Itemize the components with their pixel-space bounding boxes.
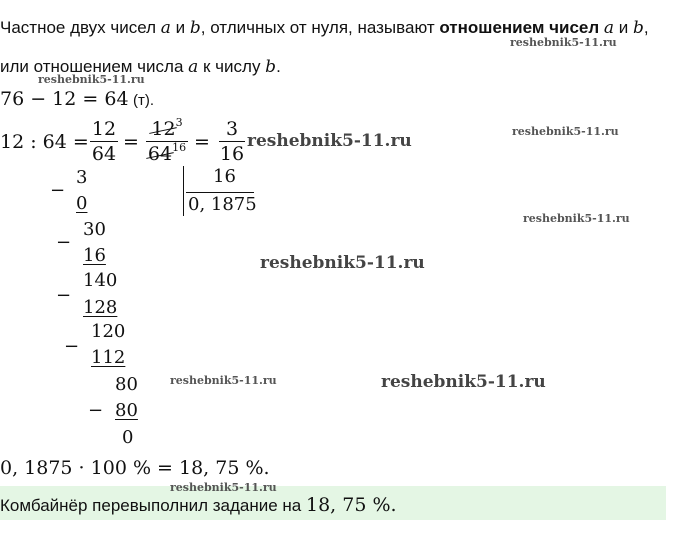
var-b: b [189,18,201,38]
step-1: 76 − 12 = 64 (т). [0,88,155,110]
definition-line-2: или отношением числа a к числу b. [0,57,281,77]
divisor: 16 [213,166,236,187]
step-3: 0, 1875 · 100 % = 18, 75 %. [0,457,270,479]
fraction-3-16: 3 16 [219,118,245,165]
watermark: reshebnik5-11.ru [247,131,412,151]
watermark: reshebnik5-11.ru [381,372,546,392]
division-bracket [183,166,184,216]
watermark: reshebnik5-11.ru [38,73,145,86]
watermark: reshebnik5-11.ru [510,36,617,49]
step-2-lhs: 12 : 64 = [0,131,89,153]
answer-value: 18, 75 %. [305,494,397,516]
term-ratio: отношением чисел [439,18,600,37]
answer-box [0,486,666,520]
fraction-reduced: $12^3$ $64^{16}$ [147,116,187,165]
dividend: 3 [76,167,88,188]
watermark: reshebnik5-11.ru [170,481,277,494]
quotient: 0, 1875 [188,194,257,215]
var-a: a [160,18,171,38]
watermark: reshebnik5-11.ru [260,253,425,273]
definition-line-1: Частное двух чисел a и b, отличных от нуля, называют отношением чисел a и b, [0,18,649,38]
fraction-12-64: 12 64 [91,118,117,165]
watermark: reshebnik5-11.ru [170,374,277,387]
watermark: reshebnik5-11.ru [512,125,619,138]
answer-text: Комбайнёр перевыполнил задание на 18, 75 %. [0,494,397,516]
watermark: reshebnik5-11.ru [523,212,630,225]
